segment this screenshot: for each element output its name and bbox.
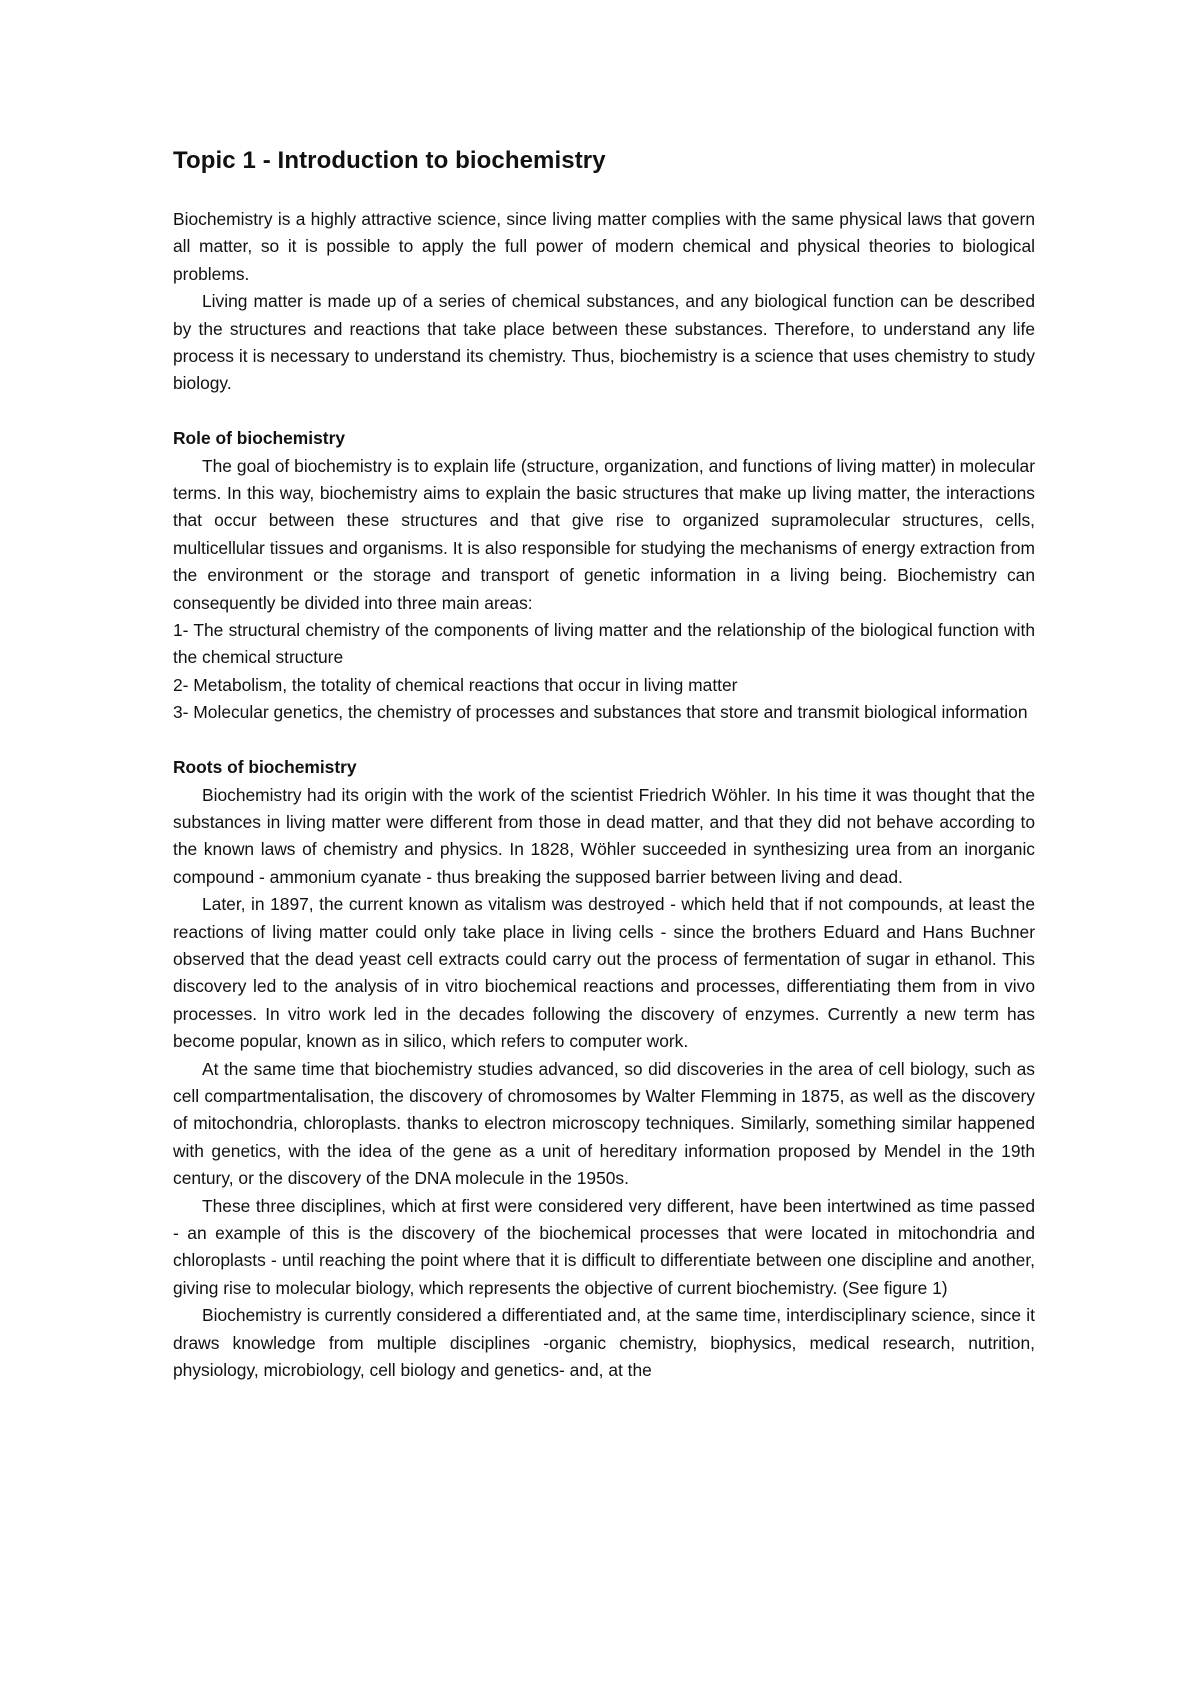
- role-list-item-2: 2- Metabolism, the totality of chemical reactions that occur in living matter: [173, 674, 738, 695]
- intro-paragraph-1: Biochemistry is a highly attractive science, since living matter complies with the same physical laws that govern all matter, so it is possible to apply the full power of modern chemical and physical theories to biological problems.: [173, 209, 1035, 284]
- section-heading-roots: Roots of biochemistry: [173, 757, 357, 778]
- roots-paragraph-2: Later, in 1897, the current known as vitalism was destroyed - which held that if not compounds, at least the reactions of living matter could only take place in living cells - since the brothers Eduard and Hans Buchner observed that the dead yeast cell extracts could carry out the process of fermentation of sugar in ethanol. This discovery led to the analysis of in vitro biochemical reactions and processes, differentiating them from in vivo processes. In vitro work led in the decades following the discovery of enzymes. Currently a new term has become popular, known as in silico, which refers to computer work.: [173, 894, 1035, 1052]
- roots-paragraph-1: Biochemistry had its origin with the work of the scientist Friedrich Wöhler. In his time it was thought that the substances in living matter were different from those in dead matter, and that they did not behave according to the known laws of chemistry and physics. In 1828, Wöhler succeeded in synthesizing urea from an inorganic compound - ammonium cyanate - thus breaking the supposed barrier between living and dead.: [173, 784, 1035, 887]
- roots-paragraph-5: Biochemistry is currently considered a differentiated and, at the same time, interdisciplinary science, since it draws knowledge from multiple disciplines -organic chemistry, biophysics, medical research, nutrition, physiology, microbiology, cell biology and genetics- and, at the: [173, 1305, 1035, 1381]
- intro-paragraph-2: Living matter is made up of a series of chemical substances, and any biological function can be described by the structures and reactions that take place between these substances. Therefore, to understand any life process it is necessary to understand its chemistry. Thus, biochemistry is a science that uses chemistry to study biology.: [173, 291, 1035, 394]
- roots-paragraph-4: These three disciplines, which at first were considered very different, have been intertwined as time passed - an example of this is the discovery of the biochemical processes that were located in mitochondria and chloroplasts - until reaching the point where that it is difficult to differentiate between one discipline and another, giving rise to molecular biology, which represents the objective of current biochemistry. (See figure 1): [173, 1195, 1035, 1298]
- role-list-item-3: 3- Molecular genetics, the chemistry of processes and substances that store and transmit biological information: [173, 702, 1028, 723]
- roots-paragraph-3: At the same time that biochemistry studies advanced, so did discoveries in the area of cell biology, such as cell compartmentalisation, the discovery of chromosomes by Walter Flemming in 1875, as well as the discovery of mitochondria, chloroplasts. thanks to electron microscopy techniques. Similarly, something similar happened with genetics, with the idea of the gene as a unit of hereditary information proposed by Mendel in the 19th century, or the discovery of the DNA molecule in the 1950s.: [173, 1058, 1035, 1189]
- document-title: Topic 1 - Introduction to biochemistry: [173, 147, 606, 174]
- role-paragraph: The goal of biochemistry is to explain life (structure, organization, and functions of living matter) in molecular terms. In this way, biochemistry aims to explain the basic structures that make up living matter, the interactions that occur between these structures and that give rise to organized supramolecular structures, cells, multicellular tissues and organisms. It is also responsible for studying the mechanisms of energy extraction from the environment or the storage and transport of genetic information in a living being. Biochemistry can consequently be divided into three main areas:: [173, 455, 1035, 613]
- section-heading-role: Role of biochemistry: [173, 428, 346, 449]
- role-list-item-1: 1- The structural chemistry of the components of living matter and the relationship of the biological function with the chemical structure: [173, 620, 1035, 668]
- document-page: [173, 146, 1035, 1384]
